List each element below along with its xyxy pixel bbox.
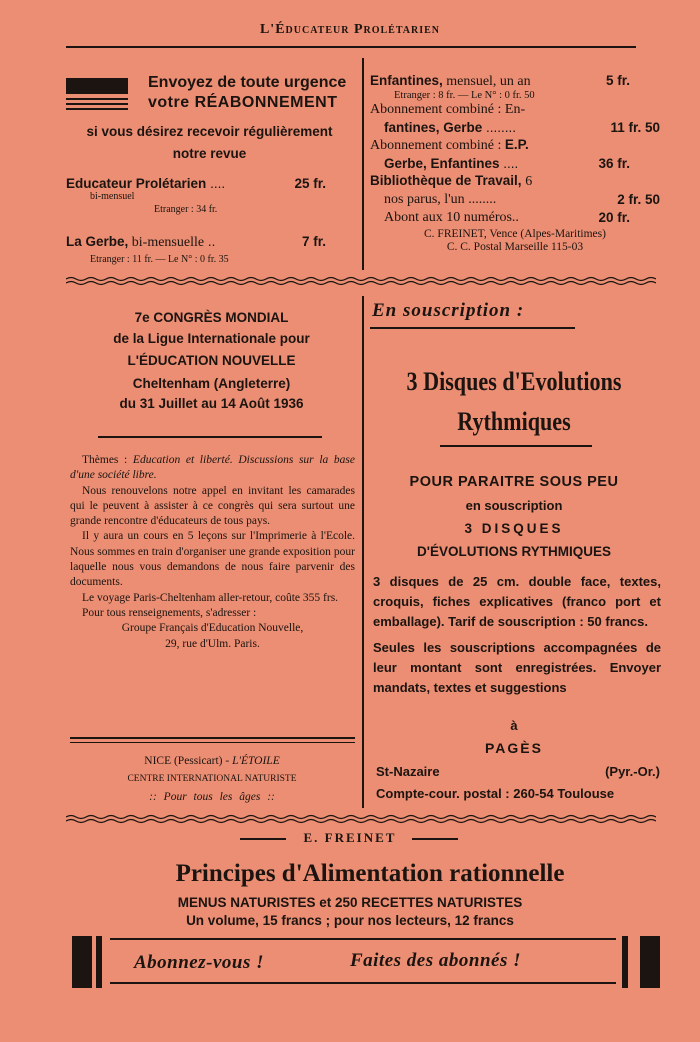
enfantines-name: Enfantines, [370,73,443,88]
bibliotheque-unit-price: 2 fr. 50 [617,192,660,207]
bibliotheque-count: 6 [525,174,533,189]
author-rule-right [412,838,458,840]
etoile-rule-top [70,737,355,739]
footer-author: E. FREINET [303,830,397,845]
announce-line-1: POUR PARAITRE SOUS PEU [409,474,619,490]
bibliotheque-dots: ........ [468,192,497,207]
combo2-line [370,137,660,154]
combo2-ep: E.P. [504,137,529,152]
item-dots: .... [210,176,226,191]
pages-dept: (Pyr.-Or.) [605,764,660,779]
frame-bar-left [96,936,102,988]
frame-bar-right [622,936,628,988]
column-divider [362,58,364,270]
item-name: La Gerbe, [66,234,129,249]
pages-name: PAGÈS [485,740,543,756]
ornament-line [66,103,128,105]
disques-a: à [510,718,518,733]
congress-body [70,453,355,652]
disques-paragraph-1: 3 disques de 25 cm. double face, textes, croquis, fiches explicatives (franco port et emballage). Tarif de souscription : 50 francs. [373,574,661,629]
promo-line-1: Envoyez de toute urgence [148,74,347,91]
disques-title-underline [440,445,592,447]
wavy-separator [66,814,656,824]
pages-city-row [376,764,660,779]
bibliotheque-unit: nos parus, l'un [384,192,465,207]
congress-line-4: Cheltenham (Angleterre) [132,375,291,391]
bibliotheque-sub-price: 20 fr. [598,210,630,225]
congress-line-3: L'ÉDUCATION NOUVELLE [127,353,296,368]
combo2-names: Gerbe, Enfantines [384,156,500,171]
item-price: 7 fr. [301,234,326,249]
column-divider [362,296,364,808]
congress-address: 29, rue d'Ulm. Paris. [165,637,260,650]
combo2-dots: .... [503,156,519,171]
etoile-center: CENTRE INTERNATIONAL NATURISTE [127,774,297,784]
congress-heading [64,308,359,415]
disques-title-1: 3 Disques d'Evolutions [406,367,622,396]
etoile-location: NICE (Pessicart) - [144,755,233,767]
running-header: L'Éducateur Prolétarien [259,22,441,37]
freinet-address: C. FREINET, Vence (Alpes-Maritimes) [424,228,606,240]
congress-line-2: de la Ligue Internationale pour [113,330,310,346]
congress-line-5: du 31 Juillet au 14 Août 1936 [119,396,304,411]
congress-line-1: 7e CONGRÈS MONDIAL [134,310,289,325]
etoile-name: L'ÉTOILE [232,755,280,767]
price-item-educateur [66,176,356,215]
frame-block-left [72,936,92,988]
wavy-separator [66,276,656,286]
enfantines-block [370,73,660,253]
item-name: Educateur Prolétarien [66,176,207,191]
postal-account: C. C. Postal Marseille 115-03 [446,241,584,253]
congress-rule [98,436,322,438]
header-rule [66,46,636,48]
themes-text: Education et liberté. Discussions sur la base d'une société libre. [70,454,355,482]
congress-paragraph-2: Il y aura un cours en 5 leçons sur l'Imprimerie à l'Ecole. Nous sommes en train d'organiser une grande exposition pour laquelle nous vous demandons de nous faire parvenir des documents. [70,530,355,589]
announce-line-4: D'ÉVOLUTIONS RYTHMIQUES [417,544,611,559]
etoile-rule-top-thin [70,742,355,743]
disques-title-2: Rythmiques [457,407,571,436]
promo-line-2: votre RÉABONNEMENT [148,94,338,111]
price-item-gerbe [66,234,356,265]
combo-text: Abonnement combiné : En- [370,102,526,117]
enfantines-desc: mensuel, un an [442,74,531,89]
congress-paragraph-3: Le voyage Paris-Cheltenham aller-retour, coûte 355 frs. [82,591,339,604]
pages-city: St-Nazaire [376,764,440,779]
disques-title [387,362,642,442]
item-price: 25 fr. [294,176,326,191]
combo-price: 11 fr. 50 [610,120,660,135]
item-dots: .. [207,234,216,249]
item-note: Etranger : 34 fr. [154,204,218,215]
ornament-line [66,98,128,100]
item-name-suffix: bi-mensuelle [128,235,205,250]
slogan-2: Faites des abonnés ! [350,950,521,971]
footer-title: Principes d'Alimentation rationnelle [175,860,565,887]
black-block-ornament [66,78,128,94]
etoile-ages: :: Pour tous les âges :: [149,791,275,803]
congress-paragraph-4: Pour tous renseignements, s'adresser : [82,606,257,619]
combo-dots: ........ [486,120,517,135]
enfantines-price: 5 fr. [605,73,630,88]
themes-label: Thèmes : [82,454,128,466]
congress-contact: Groupe Français d'Education Nouvelle, [121,622,304,635]
frame-block-right [640,936,660,988]
ornament-line [66,108,128,110]
combo2-price: 36 fr. [598,156,630,171]
souscription-rule [370,327,575,329]
subtitle-line-1: si vous désirez recevoir régulièrement [86,124,333,139]
disques-paragraph-2: Seules les souscriptions accompagnées de leur montant sont enregistrées. Envoyer mandats, textes et suggestions [373,640,661,695]
footer-subtitle-2: Un volume, 15 francs ; pour nos lecteurs, 12 francs [186,913,514,928]
subtitle-line-2: notre revue [172,146,247,161]
item-note: Etranger : 11 fr. — Le N° : 0 fr. 35 [90,254,229,265]
bibliotheque-name: Bibliothèque de Travail, [370,173,526,188]
combo-line [370,102,660,118]
congress-paragraph-1: Nous renouvelons notre appel en invitant les camarades qui le peuvent à assister à ce congrès qui sera surtout une grande rencontre d'éducateurs de tous pays. [70,484,355,528]
combo2-text: Abonnement combiné : [370,138,505,153]
combo-names: fantines, Gerbe [384,120,483,135]
item-note: bi-mensuel [90,191,135,202]
bibliotheque-subscription: Abont aux 10 numéros.. [384,210,519,225]
disques-announce [368,471,660,563]
slogan-1: Abonnez-vous ! [134,952,264,973]
announce-line-2: en souscription [465,498,563,513]
enfantines-foreign: Etranger : 8 fr. — Le N° : 0 fr. 50 [394,90,535,101]
footer-subtitle-1: MENUS NATURISTES et 250 RECETTES NATURISTES [177,895,523,910]
announce-line-3: 3 DISQUES [464,521,564,536]
pages-account: Compte-cour. postal : 260-54 Toulouse [376,786,615,801]
etoile-block [66,752,358,806]
souscription-heading: En souscription : [372,300,525,321]
disques-details [373,572,661,698]
